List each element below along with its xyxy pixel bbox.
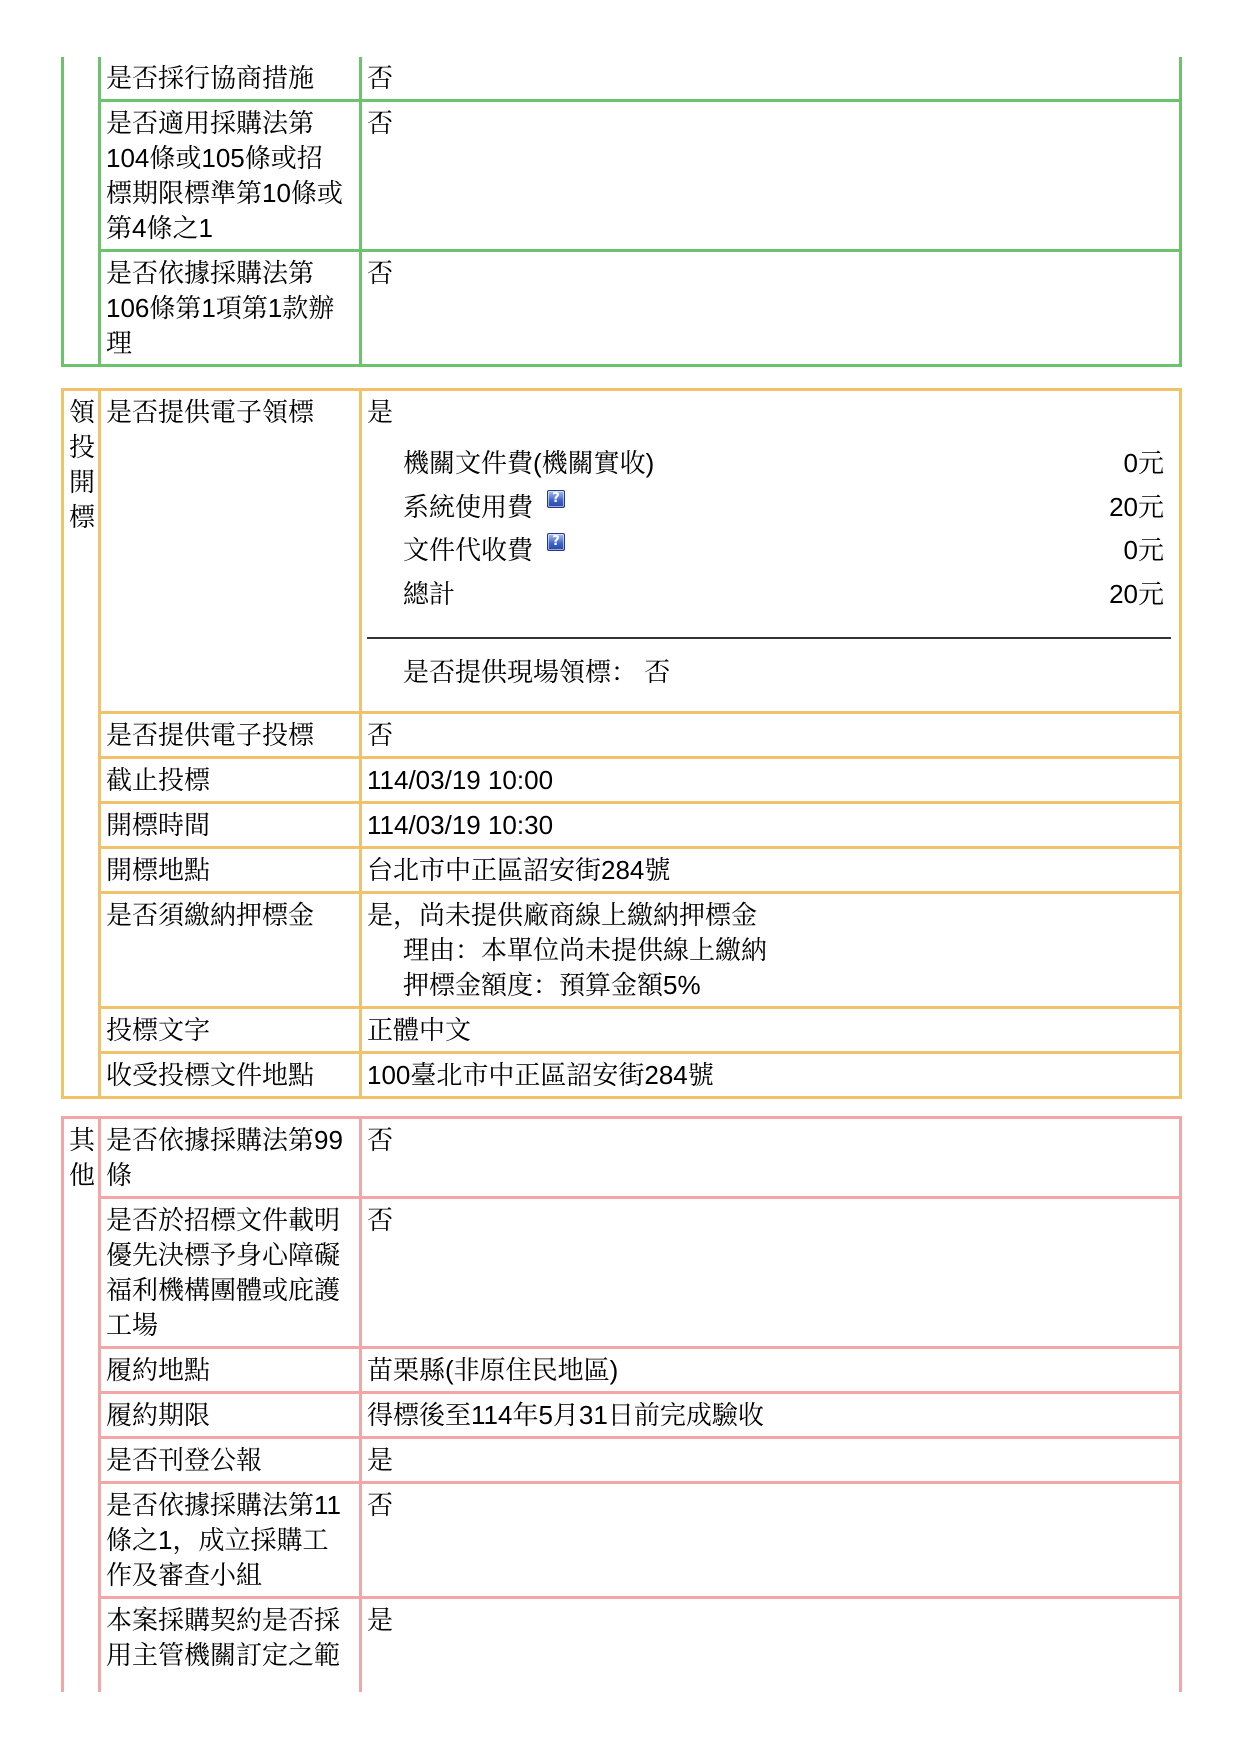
label-performance-location: 履約地點 [100,1348,361,1393]
table-row [63,1438,1181,1483]
value-model-contract: 是 [361,1598,1181,1693]
table-row [63,1598,1181,1693]
label-opening-location: 開標地點 [100,848,361,893]
fee-list [367,442,1171,616]
label-article-11-1-committee: 是否依據採購法第11條之1，成立採購工作及審查小組 [100,1483,361,1598]
section-label-cell [63,57,100,366]
table-row [63,803,1181,848]
fee-amount: 20元 [1109,491,1164,522]
table-row [63,1008,1181,1053]
value-negotiation-measures: 否 [361,57,1181,101]
value-priority-award-disabled: 否 [361,1198,1181,1348]
label-article-99: 是否依據採購法第99條 [100,1118,361,1198]
table-row [63,893,1181,1008]
table-row [63,1118,1181,1198]
fee-row [403,486,1164,530]
section-label-tender: 領投開標 [63,390,100,1098]
label-e-tender-download: 是否提供電子領標 [100,390,361,713]
value-opening-time: 114/03/19 10:30 [361,803,1181,848]
onsite-download-label: 是否提供現場領標： [403,657,638,687]
label-article-104-105: 是否適用採購法第104條或105條或招標期限標準第10條或第4條之1 [100,101,361,251]
label-e-bidding: 是否提供電子投標 [100,713,361,758]
label-performance-period: 履約期限 [100,1393,361,1438]
divider-rule [367,637,1171,639]
table-row [63,1053,1181,1098]
label-bid-deadline: 截止投標 [100,758,361,803]
onsite-download-value: 否 [644,657,671,687]
fee-name: 系統使用費 [403,491,534,522]
value-e-tender-download-cell [361,390,1181,713]
value-article-11-1-committee: 否 [361,1483,1181,1598]
value-opening-location: 台北市中正區詔安街284號 [361,848,1181,893]
table-row [63,1483,1181,1598]
value-article-99: 否 [361,1118,1181,1198]
value-bid-deadline: 114/03/19 10:00 [361,758,1181,803]
fee-row [403,573,1164,617]
label-bid-receipt-location: 收受投標文件地點 [100,1053,361,1098]
help-icon [547,533,565,551]
value-bid-receipt-location: 100臺北市中正區詔安街284號 [361,1053,1181,1098]
label-model-contract: 本案採購契約是否採用主管機關訂定之範 [100,1598,361,1693]
fee-row [403,442,1164,486]
label-article-106: 是否依據採購法第106條第1項第1款辦理 [100,251,361,366]
value-gazette-publication: 是 [361,1438,1181,1483]
help-icon [547,490,565,508]
fee-name: 總計 [403,578,456,609]
tender-opening-table [61,388,1182,1099]
fee-name: 機關文件費(機關實收) [403,448,655,478]
table-row [63,390,1181,713]
table-row [63,758,1181,803]
label-bid-bond: 是否須繳納押標金 [100,893,361,1008]
table-row [63,713,1181,758]
value-performance-period: 得標後至114年5月31日前完成驗收 [361,1393,1181,1438]
label-bid-language: 投標文字 [100,1008,361,1053]
value-bid-bond: 是，尚未提供廠商線上繳納押標金 [367,900,758,930]
fee-amount: 0元 [1123,448,1164,478]
table-row [63,101,1181,251]
value-article-104-105: 否 [361,101,1181,251]
fee-row [403,529,1164,573]
value-performance-location: 苗栗縣(非原住民地區) [361,1348,1181,1393]
value-article-106: 否 [361,251,1181,366]
fee-amount: 0元 [1123,535,1164,565]
label-priority-award-disabled: 是否於招標文件載明優先決標予身心障礙福利機構團體或庇護工場 [100,1198,361,1348]
table-row [63,1348,1181,1393]
fee-name: 文件代收費 [403,535,534,565]
label-negotiation-measures: 是否採行協商措施 [100,57,361,101]
fee-amount: 20元 [1109,578,1164,609]
value-bid-language: 正體中文 [361,1008,1181,1053]
table-row [63,848,1181,893]
onsite-download-line [367,655,1171,690]
procurement-continued-table [61,57,1182,367]
table-row [63,57,1181,101]
table-row [63,1393,1181,1438]
bid-bond-amount: 押標金額度：預算金額5% [403,970,701,1000]
bid-bond-reason: 理由：本單位尚未提供線上繳納 [403,935,768,965]
value-e-tender-download: 是 [367,397,394,427]
label-opening-time: 開標時間 [100,803,361,848]
value-bid-bond-cell [361,893,1181,1008]
table-row [63,251,1181,366]
label-gazette-publication: 是否刊登公報 [100,1438,361,1483]
other-info-table [61,1116,1182,1692]
table-row [63,1198,1181,1348]
value-e-bidding: 否 [361,713,1181,758]
section-label-other: 其他 [63,1118,100,1693]
